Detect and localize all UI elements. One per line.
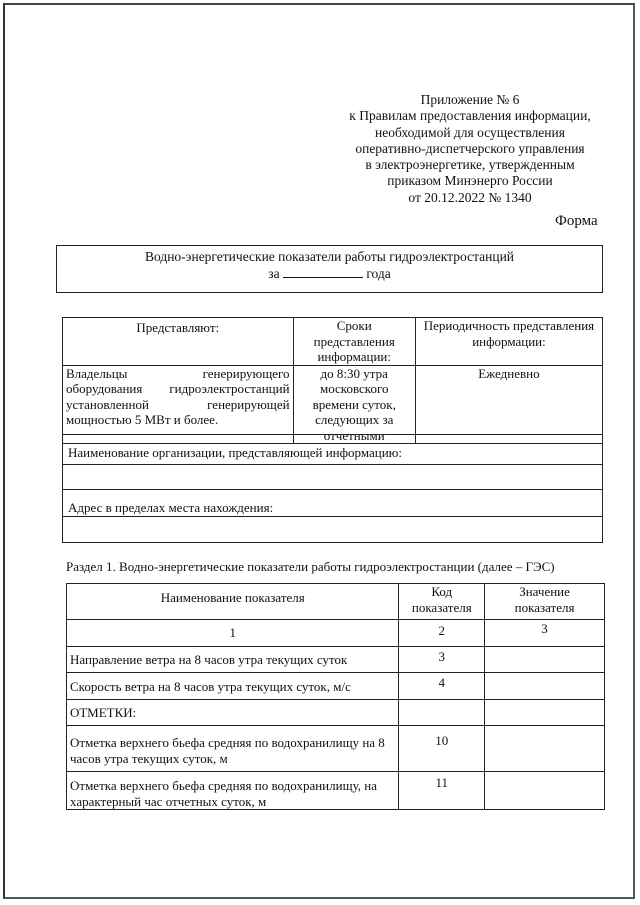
indicator-value-field[interactable] [485, 772, 605, 810]
indicator-value-field[interactable] [485, 726, 605, 772]
header-indicator-value: Значение показателя [485, 584, 605, 620]
table-row [67, 772, 605, 810]
form-title-box [56, 245, 603, 293]
annex-line: необходимой для осуществления [375, 124, 565, 140]
header-presenters: Представляют: [63, 318, 294, 366]
table-row [67, 673, 605, 700]
annex-line: от 20.12.2022 № 1340 [408, 189, 532, 205]
org-name-field[interactable] [63, 465, 603, 490]
header-deadlines: Сроки представления информации: [293, 318, 415, 366]
annex-line: оперативно-диспетчерского управления [355, 140, 585, 156]
indicator-name: Направление ветра на 8 часов утра текущих суток [67, 647, 399, 673]
presenters-cell: Владельцы генерирующего оборудования гидроэлектростанций установленной генерирующей мощностью 5 МВт и более. [63, 365, 294, 444]
indicators-table [66, 583, 605, 810]
period-za: за [268, 266, 280, 281]
indicator-name: Отметка верхнего бьефа средняя по водохранилищу на 8 часов утра текущих суток, м [67, 726, 399, 772]
table-row [67, 726, 605, 772]
indicator-value-field[interactable] [485, 700, 605, 726]
period-line [57, 265, 602, 282]
indicator-name: ОТМЕТКИ: [67, 700, 399, 726]
info-table [62, 317, 603, 444]
address-field[interactable] [63, 517, 603, 543]
annex-line: в электроэнергетике, утвержденным [365, 157, 575, 173]
form-label: Форма [555, 213, 598, 229]
annex-block [330, 92, 610, 206]
indicator-code: 11 [399, 772, 485, 810]
table-row [67, 700, 605, 726]
org-name-label: Наименование организации, представляющей информацию: [63, 435, 603, 465]
form-title: Водно-энергетические показатели работы гидроэлектростанций [144, 249, 515, 264]
col-number-3: 3 [485, 620, 605, 647]
period-goda: года [366, 266, 391, 281]
header-indicator-name: Наименование показателя [67, 584, 399, 620]
address-label: Адрес в пределах места нахождения: [63, 490, 603, 517]
deadline-cell: до 8:30 утра московского времени суток, следующих за отчетными [293, 365, 415, 444]
col-number-1: 1 [67, 620, 399, 647]
indicator-code: 10 [399, 726, 485, 772]
header-periodicity: Периодичность представления информации: [415, 318, 602, 366]
section-title: Раздел 1. Водно-энергетические показатели работы гидроэлектростанции (далее – ГЭС) [66, 559, 555, 574]
indicator-code: 3 [399, 647, 485, 673]
periodicity-cell: Ежедневно [415, 365, 602, 444]
header-indicator-code: Код показателя [399, 584, 485, 620]
indicator-name: Отметка верхнего бьефа средняя по водохранилищу, на характерный час отчетных суток, м [67, 772, 399, 810]
indicator-code: 4 [399, 673, 485, 700]
col-number-2: 2 [399, 620, 485, 647]
indicator-value-field[interactable] [485, 673, 605, 700]
indicator-value-field[interactable] [485, 647, 605, 673]
indicator-code [399, 700, 485, 726]
annex-line: приказом Минэнерго России [387, 173, 553, 189]
organization-table [62, 434, 603, 543]
annex-line: к Правилам предоставления информации, [349, 108, 591, 124]
annex-line: Приложение № 6 [420, 92, 520, 107]
indicator-name: Скорость ветра на 8 часов утра текущих суток, м/с [67, 673, 399, 700]
table-row [67, 647, 605, 673]
period-blank-field[interactable] [283, 267, 363, 278]
